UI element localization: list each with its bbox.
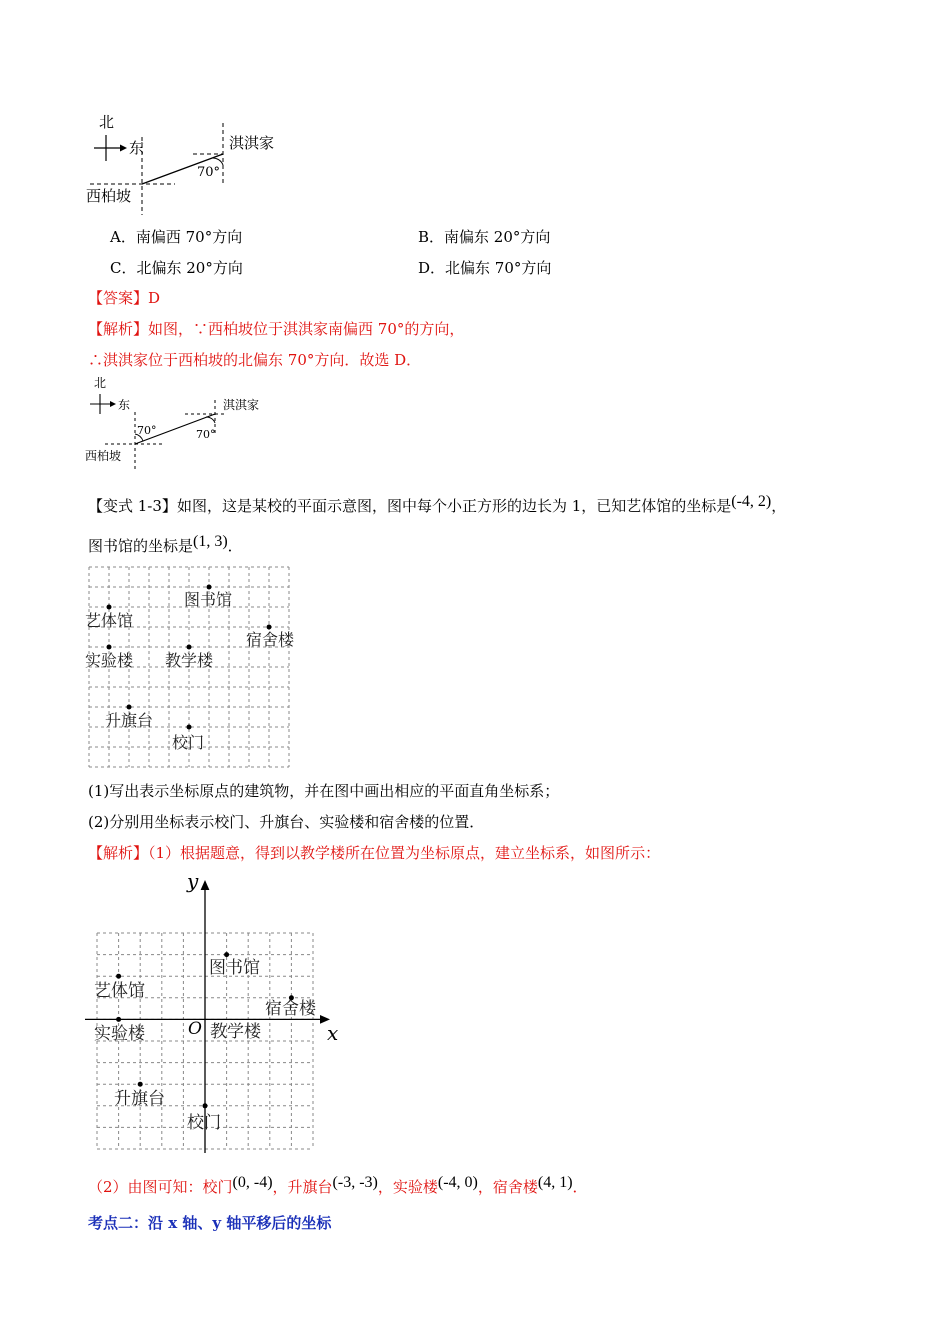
part-2-flag-text: ，升旗台 [272, 1178, 333, 1196]
variant-line-2-text: 图书馆的坐标是 [88, 537, 194, 555]
flag-label-2: 升旗台 [114, 1089, 165, 1109]
analysis-1-line-1 [88, 318, 464, 339]
analysis-2-text: （1）根据题意，得到以教学楼所在位置为坐标原点，建立坐标系，如图所示： [148, 844, 661, 862]
gate-label-2: 校门 [187, 1113, 221, 1133]
place-xibaipo-label: 西柏坡 [86, 187, 132, 205]
east-label-2: 东 [118, 398, 131, 412]
lab-label-2: 实验楼 [94, 1024, 145, 1044]
angle-label: 70° [197, 165, 221, 180]
library-coord: (1, 3) [193, 533, 228, 550]
option-c: C．北偏东 20°方向 [110, 259, 243, 277]
dorm-label-2: 宿舍楼 [265, 999, 316, 1019]
flag-point [127, 705, 132, 710]
arts-point-2 [116, 974, 121, 979]
part-2-dorm-text: ，宿舍楼 [477, 1178, 538, 1196]
analysis-2-label: 【解析】 [88, 844, 149, 862]
lab-point-2 [116, 1017, 121, 1022]
school-map [84, 562, 299, 772]
flag-point-2 [138, 1082, 143, 1087]
y-axis-label: y [187, 869, 199, 893]
question-1: (1)写出表示坐标原点的建筑物，并在图中画出相应的平面直角坐标系； [88, 782, 560, 800]
section-heading: 考点二：沿 x 轴、y 轴平移后的坐标 [88, 1214, 332, 1232]
x-axis-label: x [327, 1021, 339, 1045]
teaching-point [187, 645, 192, 650]
option-b: B．南偏东 20°方向 [418, 228, 551, 246]
flag-coord: (-3, -3) [332, 1174, 378, 1191]
east-label: 东 [129, 139, 145, 157]
dorm-label: 宿舍楼 [246, 630, 295, 649]
coordinate-figure [80, 868, 350, 1158]
teaching-label-2: 教学楼 [210, 1022, 261, 1042]
place-xibaipo-label-2: 西柏坡 [85, 449, 122, 463]
angle-label-a: 70° [137, 424, 157, 437]
arts-point [107, 605, 112, 610]
library-label: 图书馆 [184, 590, 233, 609]
question-2: (2)分别用坐标表示校门、升旗台、实验楼和宿舍楼的位置． [88, 813, 485, 831]
library-point-2 [224, 952, 229, 957]
y-axis-arrow [201, 880, 210, 890]
direction-figure-2 [80, 372, 280, 472]
analysis-2-line [88, 842, 660, 863]
analysis-1-line-2: ∴淇淇家位于西柏坡的北偏东 70°方向．故选 D． [88, 351, 422, 369]
variant-line-2 [88, 535, 243, 556]
north-label: 北 [99, 113, 115, 131]
lab-label: 实验楼 [85, 651, 134, 670]
direction-figure-1 [80, 105, 300, 215]
gate-point-2 [203, 1103, 208, 1108]
variant-text: 如图，这是某校的平面示意图，图中每个小正方形的边长为 1，已知艺体馆的坐标是 [176, 497, 732, 515]
library-label-2: 图书馆 [209, 958, 260, 978]
answer-value: D [148, 289, 161, 307]
place-qiqi-label: 淇淇家 [229, 134, 275, 152]
arts-label: 艺体馆 [85, 611, 134, 630]
north-label-2: 北 [94, 376, 107, 390]
variant-label: 【变式 1-3】 [88, 497, 177, 515]
answer-label: 【答案】 [88, 289, 149, 307]
part-2-answer [88, 1176, 588, 1197]
gate-coord: (0, -4) [232, 1174, 273, 1191]
answer-line [88, 287, 160, 308]
angle-label-b: 70° [196, 428, 216, 441]
origin-label: O [188, 1019, 202, 1039]
arts-coord: (-4, 2) [731, 493, 772, 510]
flag-label: 升旗台 [105, 711, 154, 730]
library-point [207, 585, 212, 590]
part-2-end: ． [572, 1178, 588, 1196]
lab-coord: (-4, 0) [437, 1174, 478, 1191]
dorm-coord: (4, 1) [537, 1174, 573, 1191]
variant-line-1 [88, 495, 786, 516]
place-qiqi-label-2: 淇淇家 [223, 398, 260, 412]
option-d: D．北偏东 70°方向 [418, 259, 552, 277]
analysis-1-label: 【解析】 [88, 320, 149, 338]
part-2-lab-text: ，实验楼 [377, 1178, 438, 1196]
arts-label-2: 艺体馆 [94, 981, 145, 1001]
dorm-point [267, 625, 272, 630]
part-2-intro: （2）由图可知：校门 [88, 1178, 233, 1196]
lab-point [107, 645, 112, 650]
variant-period: ． [227, 537, 243, 555]
gate-label: 校门 [172, 733, 205, 752]
gate-point [187, 725, 192, 730]
analysis-1-text: 如图，∵西柏坡位于淇淇家南偏西 70°的方向， [148, 320, 465, 338]
option-a: A．南偏西 70°方向 [110, 228, 243, 246]
teaching-label: 教学楼 [165, 651, 214, 670]
variant-comma: ， [771, 497, 787, 515]
